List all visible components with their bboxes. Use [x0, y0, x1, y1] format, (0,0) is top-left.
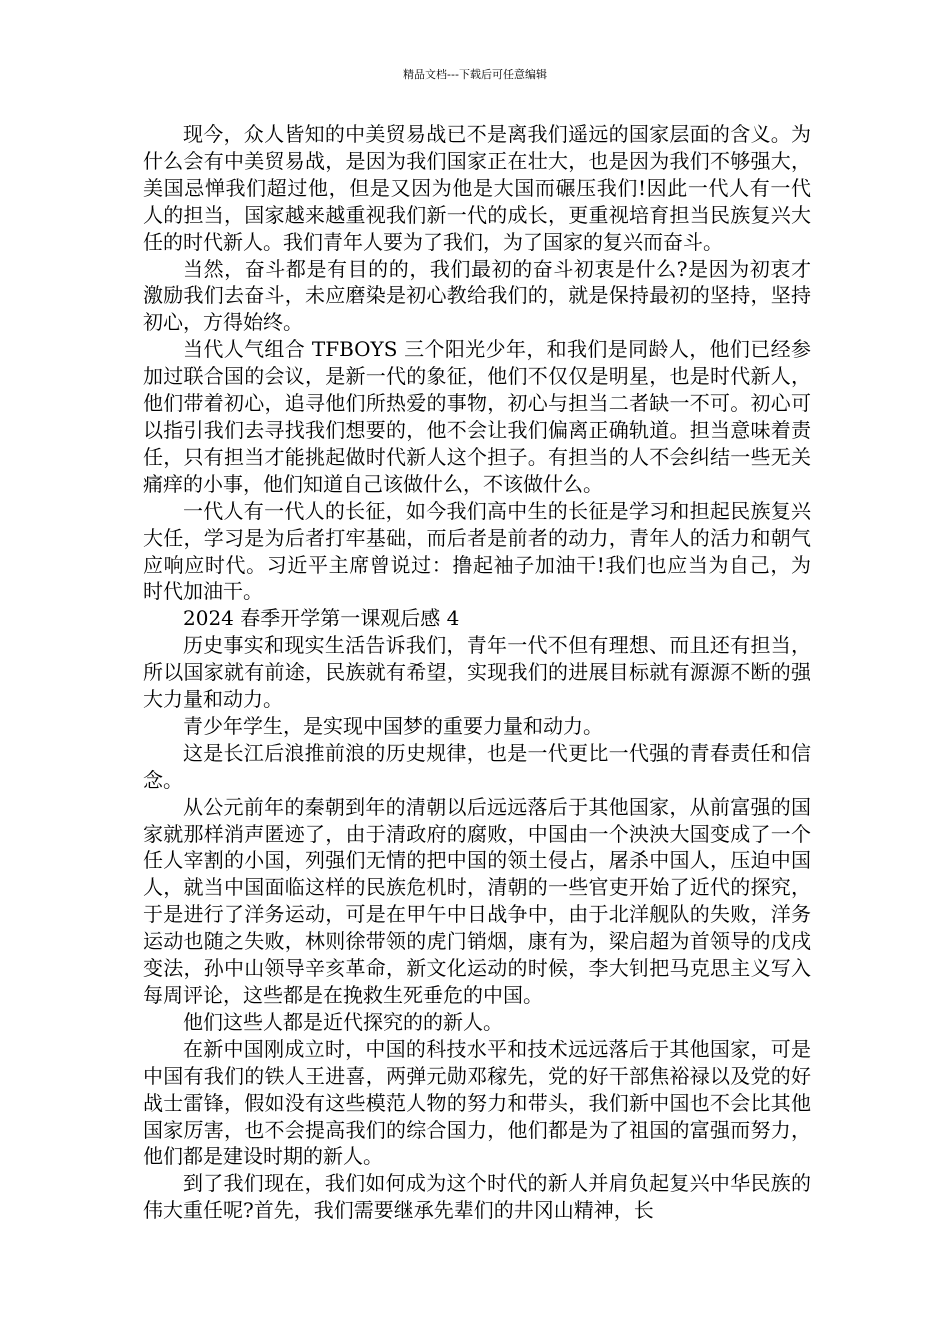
paragraph: 现今，众人皆知的中美贸易战已不是离我们遥远的国家层面的含义。为什么会有中美贸易战，是因为我们国家正在壮大，也是因为我们不够强大，美国忌惮我们超过他，但是又因为他是大国而碾压我们!因此一代人有一代人的担当，国家越来越重视我们新一代的成长，更重视培育担当民族复兴大任的时代新人。我们青年人要为了我们，为了国家的复兴而奋斗。	[143, 122, 811, 254]
document-body	[143, 121, 811, 1224]
paragraph: 他们这些人都是近代探究的的新人。	[183, 1009, 503, 1034]
paragraph: 历史事实和现实生活告诉我们，青年一代不但有理想、而且还有担当，所以国家就有前途，民族就有希望，实现我们的进展目标就有源源不断的强大力量和动力。	[143, 633, 811, 712]
paragraph: 青少年学生，是实现中国梦的重要力量和动力。	[183, 713, 603, 738]
paragraph: 一代人有一代人的长征，如今我们高中生的长征是学习和担起民族复兴大任，学习是为后者打牢基础，而后者是前者的动力，青年人的活力和朝气应响应时代。习近平主席曾说过：撸起袖子加油干!我们也应当为自己，为时代加油干。	[143, 498, 811, 604]
paragraph: 当然，奋斗都是有目的的，我们最初的奋斗初衷是什么?是因为初衷才激励我们去奋斗，未应磨染是初心教给我们的，就是保持最初的坚持，坚持初心，方得始终。	[143, 256, 811, 335]
paragraph: 在新中国刚成立时，中国的科技水平和技术远远落后于其他国家，可是中国有我们的铁人王进喜，两弹元勋邓稼先，党的好干部焦裕禄以及党的好战士雷锋，假如没有这些模范人物的努力和带头，我们新中国也不会比其他国家厉害，也不会提高我们的综合国力，他们都是为了祖国的富强而努力，他们都是建设时期的新人。	[143, 1036, 811, 1169]
section-heading: 2024 春季开学第一课观后感 4	[183, 606, 460, 631]
paragraph: 这是长江后浪推前浪的历史规律，也是一代更比一代强的青春责任和信念。	[143, 740, 811, 792]
page-header: 精品文档---下载后可任意编辑	[403, 68, 547, 81]
paragraph: 到了我们现在，我们如何成为这个时代的新人并肩负起复兴中华民族的伟大重任呢?首先，我们需要继承先辈们的井冈山精神，长	[143, 1171, 811, 1223]
paragraph: 当代人气组合 TFBOYS 三个阳光少年，和我们是同龄人，他们已经参加过联合国的会议，是新一代的象征，他们不仅仅是明星，也是时代新人，他们带着初心，追寻他们所热爱的事物，初心与担当二者缺一不可。初心可以指引我们去寻找我们想要的，他不会让我们偏离正确轨道。担当意味着责任，只有担当才能挑起做时代新人这个担子。有担当的人不会纠结一些无关痛痒的小事，他们知道自己该做什么，不该做什么。	[143, 337, 811, 496]
paragraph: 从公元前年的秦朝到年的清朝以后远远落后于其他国家，从前富强的国家就那样消声匿迹了，由于清政府的腐败，中国由一个泱泱大国变成了一个任人宰割的小国，列强们无情的把中国的领土侵占，屠杀中国人，压迫中国人，就当中国面临这样的民族危机时，清朝的一些官吏开始了近代的探究，于是进行了洋务运动，可是在甲午中日战争中，由于北洋舰队的失败，洋务运动也随之失败，林则徐带领的虎门销烟，康有为，梁启超为首领导的戊戌变法，孙中山领导辛亥革命，新文化运动的时候，李大钊把马克思主义写入每周评论，这些都是在挽救生死垂危的中国。	[143, 794, 811, 1007]
